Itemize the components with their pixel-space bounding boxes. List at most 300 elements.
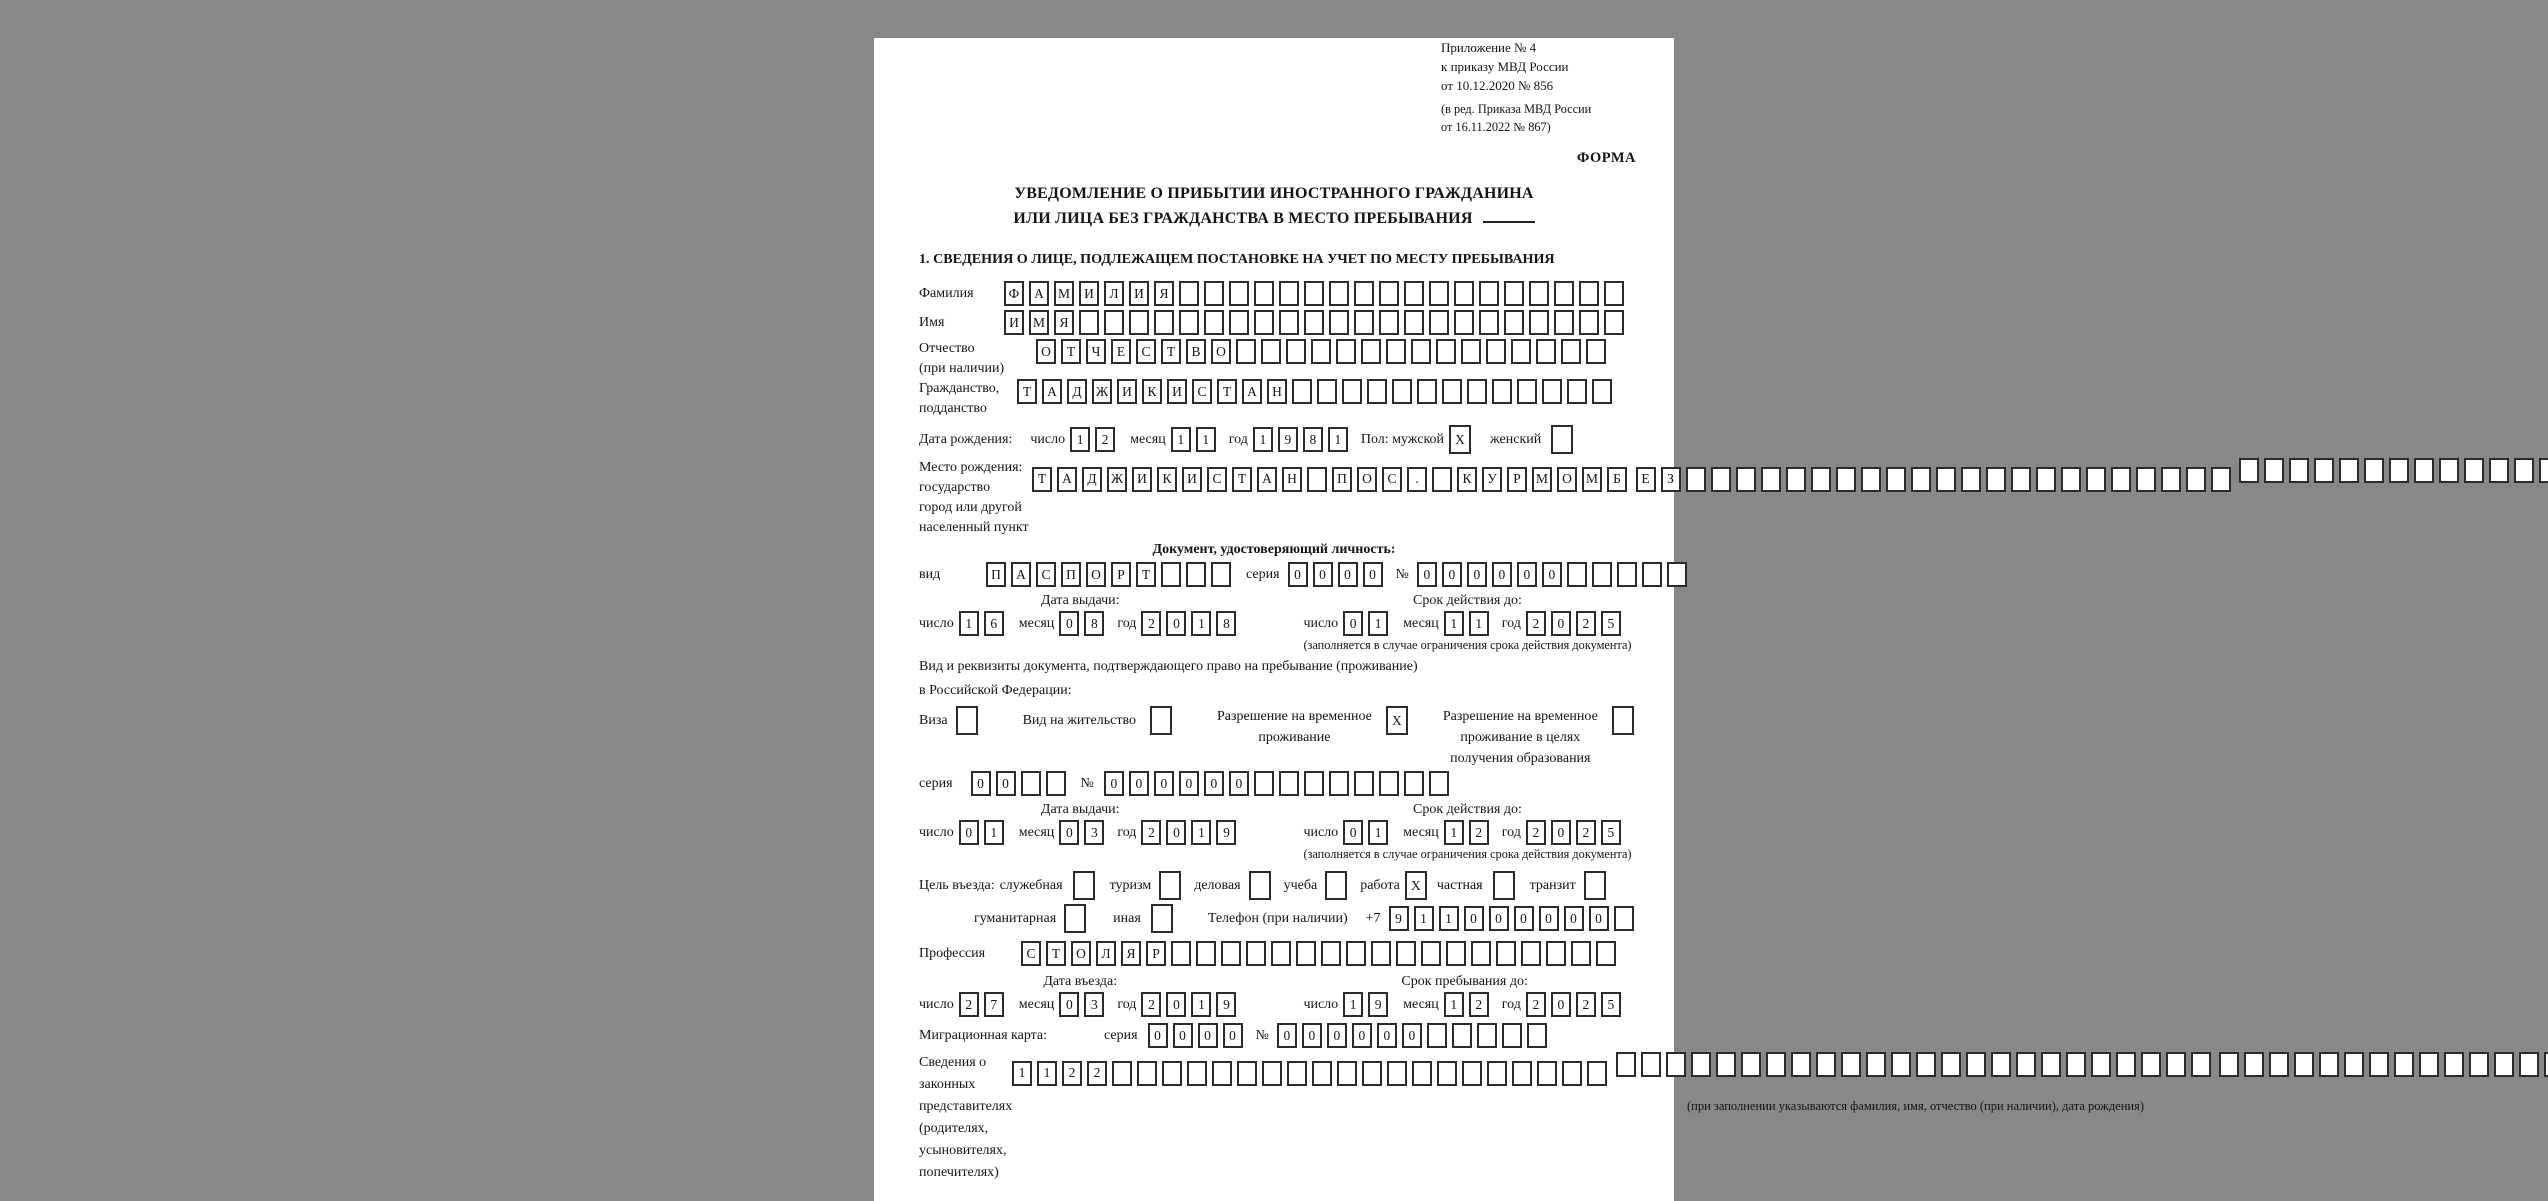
char-box[interactable] [1429,281,1449,306]
char-box[interactable]: 1 [984,820,1004,845]
char-box[interactable]: С [1036,562,1056,587]
char-box[interactable]: 2 [959,992,979,1017]
char-box[interactable] [1711,467,1731,492]
char-box[interactable] [1836,467,1856,492]
char-box[interactable]: 2 [1141,611,1161,636]
char-box[interactable]: 9 [1216,820,1236,845]
char-box[interactable]: 1 [1414,906,1434,931]
char-box[interactable] [1527,1023,1547,1048]
char-box[interactable] [1616,1052,1636,1077]
char-box[interactable] [2389,458,2409,483]
char-box[interactable] [1073,871,1095,900]
char-box[interactable]: 2 [1576,611,1596,636]
char-box[interactable] [2269,1052,2289,1077]
char-box[interactable]: 0 [1277,1023,1297,1048]
char-box[interactable] [1159,871,1181,900]
char-box[interactable]: Н [1282,467,1302,492]
char-box[interactable] [2211,467,2231,492]
char-box[interactable] [1546,941,1566,966]
char-box[interactable]: 0 [1551,611,1571,636]
char-box[interactable]: 1 [1444,820,1464,845]
char-box[interactable] [1321,941,1341,966]
char-box[interactable]: 2 [1526,820,1546,845]
char-box[interactable] [1379,281,1399,306]
char-box[interactable]: М [1029,310,1049,335]
char-box[interactable]: Т [1061,339,1081,364]
char-box[interactable]: П [1332,467,1352,492]
char-box[interactable]: 0 [1343,820,1363,845]
char-box[interactable]: 1 [1070,427,1090,452]
char-box[interactable]: А [1029,281,1049,306]
char-box[interactable] [1579,281,1599,306]
char-box[interactable]: К [1142,379,1162,404]
char-box[interactable] [1741,1052,1761,1077]
char-box[interactable]: 0 [1179,771,1199,796]
char-box[interactable] [2414,458,2434,483]
char-box[interactable] [1387,1061,1407,1086]
char-box[interactable] [1461,339,1481,364]
char-box[interactable]: И [1004,310,1024,335]
char-box[interactable]: И [1167,379,1187,404]
char-box[interactable] [1592,562,1612,587]
char-box[interactable] [1112,1061,1132,1086]
char-box[interactable]: 2 [1087,1061,1107,1086]
char-box[interactable]: А [1242,379,1262,404]
char-box[interactable] [1296,941,1316,966]
char-box[interactable]: К [1157,467,1177,492]
char-box[interactable]: 2 [1526,992,1546,1017]
char-box[interactable] [1427,1023,1447,1048]
char-box[interactable] [1304,281,1324,306]
char-box[interactable] [1254,281,1274,306]
char-box[interactable] [1204,281,1224,306]
char-box[interactable]: 1 [1012,1061,1032,1086]
char-box[interactable] [1579,310,1599,335]
char-box[interactable]: 1 [1368,611,1388,636]
char-box[interactable]: X [1405,871,1427,900]
char-box[interactable]: X [1386,706,1408,735]
char-box[interactable] [1587,1061,1607,1086]
char-box[interactable] [1229,281,1249,306]
char-box[interactable]: Т [1217,379,1237,404]
char-box[interactable] [1941,1052,1961,1077]
char-box[interactable] [1467,379,1487,404]
char-box[interactable]: 1 [1253,427,1273,452]
char-box[interactable] [1137,1061,1157,1086]
char-box[interactable] [2086,467,2106,492]
char-box[interactable]: 5 [1601,820,1621,845]
char-box[interactable] [1354,771,1374,796]
char-box[interactable] [2239,458,2259,483]
char-box[interactable] [1961,467,1981,492]
char-box[interactable]: А [1057,467,1077,492]
char-box[interactable]: П [986,562,1006,587]
char-box[interactable]: К [1457,467,1477,492]
char-box[interactable]: 6 [984,611,1004,636]
char-box[interactable] [1604,281,1624,306]
char-box[interactable]: 8 [1303,427,1323,452]
char-box[interactable] [2439,458,2459,483]
char-box[interactable] [1379,771,1399,796]
char-box[interactable] [2011,467,2031,492]
char-box[interactable] [1404,771,1424,796]
char-box[interactable]: 0 [1338,562,1358,587]
char-box[interactable]: Е [1636,467,1656,492]
char-box[interactable] [1404,310,1424,335]
char-box[interactable] [1916,1052,1936,1077]
char-box[interactable]: 0 [1059,992,1079,1017]
char-box[interactable] [1886,467,1906,492]
char-box[interactable] [1396,941,1416,966]
char-box[interactable]: Р [1146,941,1166,966]
char-box[interactable] [1462,1061,1482,1086]
char-box[interactable] [2489,458,2509,483]
char-box[interactable] [1592,379,1612,404]
char-box[interactable] [1162,1061,1182,1086]
char-box[interactable] [1367,379,1387,404]
char-box[interactable]: О [1557,467,1577,492]
char-box[interactable]: И [1182,467,1202,492]
char-box[interactable] [1432,467,1452,492]
char-box[interactable] [1249,871,1271,900]
char-box[interactable] [1561,339,1581,364]
char-box[interactable] [1986,467,2006,492]
char-box[interactable] [1271,941,1291,966]
char-box[interactable]: Б [1607,467,1627,492]
char-box[interactable]: О [1357,467,1377,492]
char-box[interactable]: 0 [1166,992,1186,1017]
char-box[interactable] [2294,1052,2314,1077]
char-box[interactable] [1329,281,1349,306]
char-box[interactable] [1342,379,1362,404]
char-box[interactable]: 0 [1589,906,1609,931]
char-box[interactable] [1604,310,1624,335]
char-box[interactable] [1196,941,1216,966]
char-box[interactable] [1816,1052,1836,1077]
char-box[interactable] [1642,562,1662,587]
char-box[interactable]: С [1382,467,1402,492]
char-box[interactable]: Е [1111,339,1131,364]
char-box[interactable]: И [1117,379,1137,404]
char-box[interactable] [1511,339,1531,364]
char-box[interactable]: Д [1082,467,1102,492]
char-box[interactable]: А [1257,467,1277,492]
char-box[interactable] [1567,379,1587,404]
char-box[interactable] [2244,1052,2264,1077]
char-box[interactable]: 0 [1104,771,1124,796]
char-box[interactable] [1379,310,1399,335]
char-box[interactable] [2166,1052,2186,1077]
char-box[interactable] [2016,1052,2036,1077]
char-box[interactable]: 0 [1229,771,1249,796]
char-box[interactable]: 1 [1191,820,1211,845]
char-box[interactable] [1292,379,1312,404]
char-box[interactable]: Т [1161,339,1181,364]
char-box[interactable]: Ж [1092,379,1112,404]
char-box[interactable] [1421,941,1441,966]
char-box[interactable] [1429,310,1449,335]
char-box[interactable] [1204,310,1224,335]
char-box[interactable] [1317,379,1337,404]
char-box[interactable] [1325,871,1347,900]
char-box[interactable] [1811,467,1831,492]
char-box[interactable] [1479,281,1499,306]
char-box[interactable]: 0 [1313,562,1333,587]
char-box[interactable] [1404,281,1424,306]
char-box[interactable]: М [1582,467,1602,492]
char-box[interactable] [1064,904,1086,933]
char-box[interactable] [1262,1061,1282,1086]
char-box[interactable] [2141,1052,2161,1077]
char-box[interactable] [1571,941,1591,966]
char-box[interactable] [1716,1052,1736,1077]
char-box[interactable] [1529,281,1549,306]
char-box[interactable]: X [1449,425,1471,454]
char-box[interactable]: 0 [1514,906,1534,931]
char-box[interactable] [1861,467,1881,492]
char-box[interactable]: 0 [1564,906,1584,931]
char-box[interactable] [1493,871,1515,900]
char-box[interactable] [1236,339,1256,364]
char-box[interactable] [1502,1023,1522,1048]
char-box[interactable]: 5 [1601,992,1621,1017]
char-box[interactable]: И [1079,281,1099,306]
char-box[interactable] [1936,467,1956,492]
char-box[interactable] [1966,1052,1986,1077]
char-box[interactable] [2289,458,2309,483]
char-box[interactable]: 0 [1551,820,1571,845]
char-box[interactable]: З [1661,467,1681,492]
char-box[interactable] [1761,467,1781,492]
char-box[interactable] [1237,1061,1257,1086]
char-box[interactable] [1542,379,1562,404]
char-box[interactable] [1211,562,1231,587]
char-box[interactable]: М [1054,281,1074,306]
char-box[interactable] [1079,310,1099,335]
char-box[interactable] [1104,310,1124,335]
char-box[interactable] [1891,1052,1911,1077]
char-box[interactable] [1336,339,1356,364]
char-box[interactable]: 0 [1363,562,1383,587]
char-box[interactable] [956,706,978,735]
char-box[interactable] [2364,458,2384,483]
char-box[interactable]: 0 [1467,562,1487,587]
char-box[interactable] [2444,1052,2464,1077]
char-box[interactable] [1537,1061,1557,1086]
char-box[interactable]: Д [1067,379,1087,404]
char-box[interactable] [1496,941,1516,966]
char-box[interactable] [1446,941,1466,966]
char-box[interactable] [1487,1061,1507,1086]
char-box[interactable]: А [1042,379,1062,404]
char-box[interactable] [2191,1052,2211,1077]
char-box[interactable]: 1 [959,611,979,636]
char-box[interactable]: 0 [1327,1023,1347,1048]
char-box[interactable]: 0 [971,771,991,796]
char-box[interactable] [1312,1061,1332,1086]
char-box[interactable] [1186,562,1206,587]
char-box[interactable]: 2 [1469,992,1489,1017]
char-box[interactable] [2066,1052,2086,1077]
char-box[interactable] [1221,941,1241,966]
char-box[interactable]: С [1207,467,1227,492]
char-box[interactable] [1129,310,1149,335]
char-box[interactable] [1411,339,1431,364]
char-box[interactable]: Т [1232,467,1252,492]
char-box[interactable]: 3 [1084,992,1104,1017]
char-box[interactable] [1371,941,1391,966]
char-box[interactable]: 0 [1166,611,1186,636]
char-box[interactable] [1567,562,1587,587]
char-box[interactable]: Т [1046,941,1066,966]
char-box[interactable]: 0 [1148,1023,1168,1048]
char-box[interactable]: Н [1267,379,1287,404]
char-box[interactable] [1991,1052,2011,1077]
char-box[interactable]: И [1132,467,1152,492]
char-box[interactable] [1187,1061,1207,1086]
char-box[interactable] [1307,467,1327,492]
char-box[interactable]: 1 [1171,427,1191,452]
char-box[interactable] [2111,467,2131,492]
char-box[interactable]: С [1021,941,1041,966]
char-box[interactable] [1766,1052,1786,1077]
char-box[interactable] [2519,1052,2539,1077]
char-box[interactable] [1641,1052,1661,1077]
char-box[interactable]: 1 [1191,611,1211,636]
char-box[interactable] [2314,458,2334,483]
char-box[interactable] [1691,1052,1711,1077]
char-box[interactable] [1346,941,1366,966]
char-box[interactable]: С [1192,379,1212,404]
char-box[interactable]: 0 [1542,562,1562,587]
char-box[interactable]: 1 [1191,992,1211,1017]
char-box[interactable]: 1 [1469,611,1489,636]
char-box[interactable] [1586,339,1606,364]
char-box[interactable] [1229,310,1249,335]
char-box[interactable] [1529,310,1549,335]
char-box[interactable] [2494,1052,2514,1077]
char-box[interactable]: 0 [1059,820,1079,845]
char-box[interactable] [1392,379,1412,404]
char-box[interactable]: 7 [984,992,1004,1017]
char-box[interactable] [2539,458,2548,483]
char-box[interactable] [1254,310,1274,335]
char-box[interactable]: 2 [1141,820,1161,845]
char-box[interactable] [1442,379,1462,404]
char-box[interactable] [1452,1023,1472,1048]
char-box[interactable]: М [1532,467,1552,492]
char-box[interactable] [1479,310,1499,335]
char-box[interactable]: 0 [1464,906,1484,931]
char-box[interactable] [1287,1061,1307,1086]
char-box[interactable] [2344,1052,2364,1077]
char-box[interactable] [1337,1061,1357,1086]
char-box[interactable]: Я [1121,941,1141,966]
char-box[interactable] [1454,310,1474,335]
char-box[interactable] [1171,941,1191,966]
char-box[interactable] [1512,1061,1532,1086]
char-box[interactable]: П [1061,562,1081,587]
char-box[interactable]: 9 [1389,906,1409,931]
char-box[interactable] [1304,310,1324,335]
char-box[interactable]: 0 [959,820,979,845]
char-box[interactable]: 1 [1343,992,1363,1017]
char-box[interactable]: 1 [1037,1061,1057,1086]
char-box[interactable]: 8 [1084,611,1104,636]
char-box[interactable]: 0 [1154,771,1174,796]
char-box[interactable] [1562,1061,1582,1086]
char-box[interactable] [1437,1061,1457,1086]
char-box[interactable]: 5 [1601,611,1621,636]
char-box[interactable]: И [1129,281,1149,306]
char-box[interactable]: . [1407,467,1427,492]
char-box[interactable]: 9 [1368,992,1388,1017]
char-box[interactable] [2469,1052,2489,1077]
char-box[interactable] [2544,1052,2548,1077]
char-box[interactable] [1471,941,1491,966]
char-box[interactable]: О [1211,339,1231,364]
char-box[interactable] [1866,1052,1886,1077]
char-box[interactable] [1554,281,1574,306]
char-box[interactable] [1151,904,1173,933]
char-box[interactable]: 9 [1278,427,1298,452]
char-box[interactable] [1412,1061,1432,1086]
char-box[interactable] [1666,1052,1686,1077]
char-box[interactable]: 0 [1402,1023,1422,1048]
char-box[interactable]: 2 [1095,427,1115,452]
char-box[interactable] [1736,467,1756,492]
char-box[interactable] [1667,562,1687,587]
char-box[interactable]: О [1036,339,1056,364]
char-box[interactable]: 0 [1288,562,1308,587]
char-box[interactable] [1517,379,1537,404]
char-box[interactable]: 0 [1442,562,1462,587]
char-box[interactable] [2036,467,2056,492]
char-box[interactable] [1454,281,1474,306]
char-box[interactable]: 0 [1204,771,1224,796]
char-box[interactable]: 0 [1198,1023,1218,1048]
char-box[interactable]: Л [1104,281,1124,306]
char-box[interactable]: 3 [1084,820,1104,845]
char-box[interactable] [1386,339,1406,364]
char-box[interactable]: В [1186,339,1206,364]
char-box[interactable] [1179,310,1199,335]
char-box[interactable]: 0 [1492,562,1512,587]
char-box[interactable]: А [1011,562,1031,587]
char-box[interactable] [1617,562,1637,587]
char-box[interactable] [2419,1052,2439,1077]
char-box[interactable]: 1 [1439,906,1459,931]
char-box[interactable] [1841,1052,1861,1077]
char-box[interactable] [1492,379,1512,404]
char-box[interactable] [1279,771,1299,796]
char-box[interactable]: 1 [1328,427,1348,452]
char-box[interactable]: 0 [996,771,1016,796]
char-box[interactable] [2116,1052,2136,1077]
char-box[interactable] [1486,339,1506,364]
char-box[interactable] [1554,310,1574,335]
char-box[interactable] [1477,1023,1497,1048]
char-box[interactable] [1246,941,1266,966]
char-box[interactable]: Ж [1107,467,1127,492]
char-box[interactable]: 9 [1216,992,1236,1017]
char-box[interactable]: 0 [1302,1023,1322,1048]
char-box[interactable]: Я [1154,281,1174,306]
char-box[interactable]: 0 [1417,562,1437,587]
char-box[interactable] [1551,425,1573,454]
char-box[interactable]: 2 [1526,611,1546,636]
char-box[interactable]: 0 [1129,771,1149,796]
